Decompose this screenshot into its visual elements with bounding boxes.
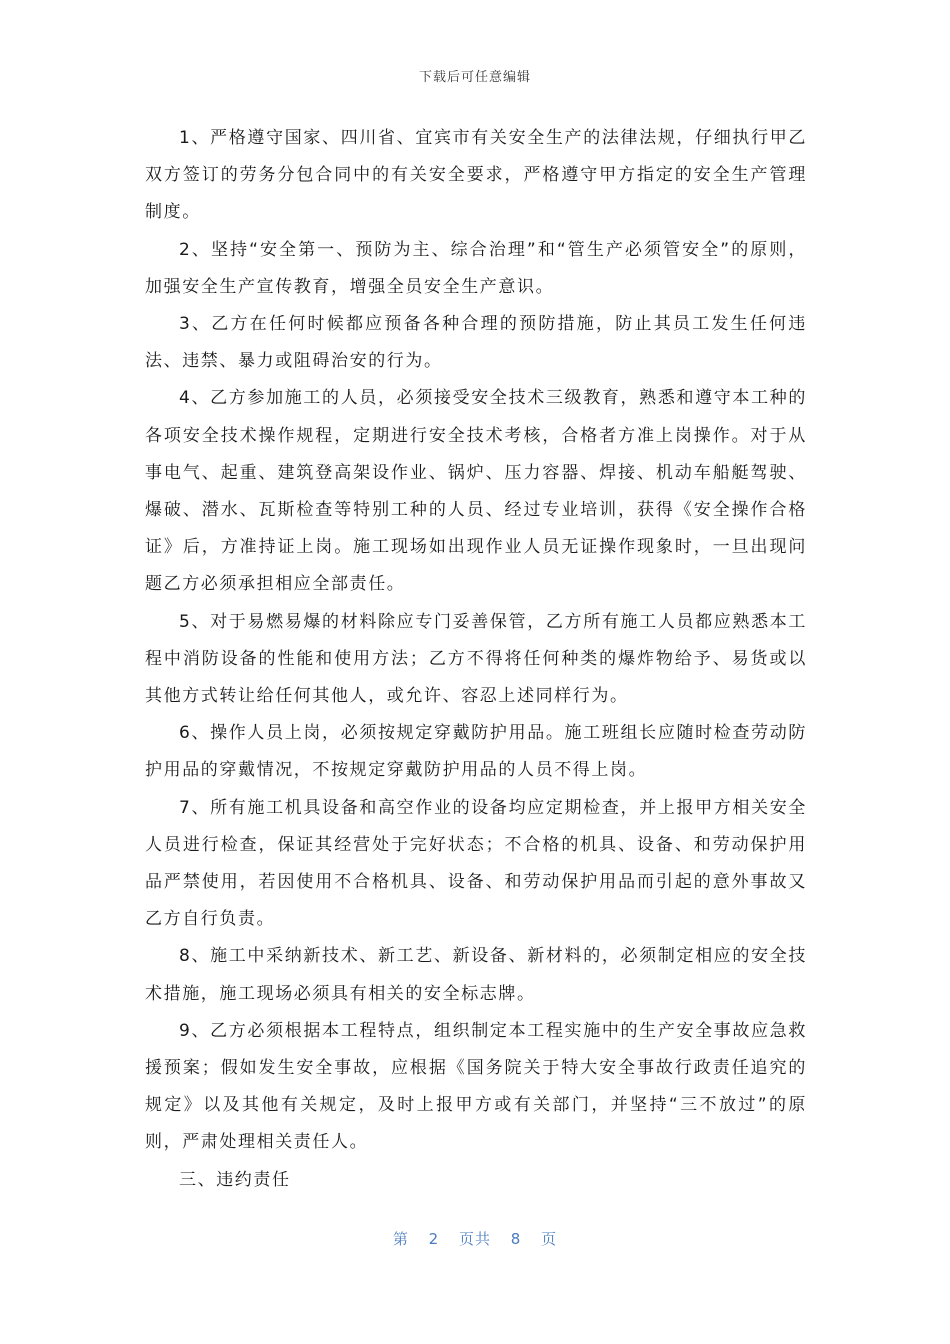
clause-4: 4、乙方参加施工的人员，必须接受安全技术三级教育，熟悉和遵守本工种的各项安全技术操作规程，定期进行安全技术考核，合格者方准上岗操作。对于从事电气、起重、建筑登高架设作业、锅炉、压力容器、焊接、机动车船艇驾驶、爆破、潜水、瓦斯检查等特别工种的人员、经过专业培训，获得《安全操作合格证》后，方准持证上岗。施工现场如出现作业人员无证操作现象时，一旦出现问题乙方必须承担相应全部责任。: [145, 388, 807, 595]
clause-7: 7、所有施工机具设备和高空作业的设备均应定期检查，并上报甲方相关安全人员进行检查，保证其经营处于完好状态；不合格的机具、设备、和劳动保护用品严禁使用，若因使用不合格机具、设备、和劳动保护用品而引起的意外事故又乙方自行负责。: [145, 797, 807, 930]
clause-6: 6、操作人员上岗，必须按规定穿戴防护用品。施工班组长应随时检查劳动防护用品的穿戴情况，不按规定穿戴防护用品的人员不得上岗。: [145, 723, 807, 781]
clause-9: 9、乙方必须根据本工程特点，组织制定本工程实施中的生产安全事故应急救援预案；假如发生安全事故，应根据《国务院关于特大安全事故行政责任追究的规定》以及其他有关规定，及时上报甲方或有关部门，并坚持“三不放过”的原则，严肃处理相关责任人。: [145, 1020, 807, 1153]
clause-3: 3、乙方在任何时候都应预备各种合理的预防措施，防止其员工发生任何违法、违禁、暴力或阻碍治安的行为。: [145, 314, 807, 372]
page-header-note: 下载后可任意编辑: [418, 70, 531, 85]
clause-8: 8、施工中采纳新技术、新工艺、新设备、新材料的，必须制定相应的安全技术措施，施工现场必须具有相关的安全标志牌。: [145, 946, 807, 1004]
clause-1: 1、严格遵守国家、四川省、宜宾市有关安全生产的法律法规，仔细执行甲乙双方签订的劳务分包合同中的有关安全要求，严格遵守甲方指定的安全生产管理制度。: [145, 128, 807, 223]
document-body: [145, 120, 807, 1199]
page-footer: [0, 1228, 950, 1249]
page-label-prefix: 第: [392, 1230, 409, 1248]
section-heading-breach-liability: 三、违约责任: [179, 1169, 291, 1190]
page-label-suffix: 页: [541, 1230, 558, 1248]
page-number: 2: [428, 1230, 440, 1248]
clause-2: 2、坚持“安全第一、预防为主、综合治理”和“管生产必须管安全”的原则，加强安全生产宣传教育，增强全员安全生产意识。: [145, 239, 807, 297]
page-label-middle: 页共: [458, 1230, 491, 1248]
clause-5: 5、对于易燃易爆的材料除应专门妥善保管，乙方所有施工人员都应熟悉本工程中消防设备的性能和使用方法；乙方不得将任何种类的爆炸物给予、易货或以其他方式转让给任何其他人，或允许、容忍上述同样行为。: [145, 611, 807, 707]
total-pages: 8: [510, 1230, 522, 1248]
